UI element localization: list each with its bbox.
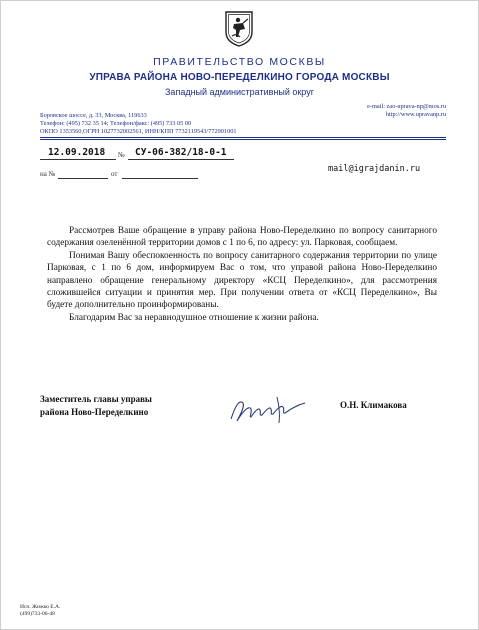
signatory-name: О.Н. Климакова — [340, 400, 407, 410]
executor-phone: (499)733-06-48 — [20, 611, 55, 617]
handwritten-signature — [225, 393, 315, 427]
government-title: ПРАВИТЕЛЬСТВО МОСКВЫ — [153, 56, 326, 68]
okrug-subtitle: Западный административный округ — [165, 87, 314, 97]
address: Боровское шоссе, д. 33, Москва, 119633 — [40, 112, 147, 119]
body-paragraph-2: Понимая Вашу обеспокоенность по вопросу санитарного содержания территории по улице Парковая, с 1 по 6 дом, информируем Вас о том, что управой района Ново-Переделкино направлено обращение генеральному директору «КСЦ Переделкино», для рассмотрения сложившейся ситуации и принятия мер. При получении ответа от «КСЦ Переделкино», Вы будете дополнительно проинформированы. — [47, 250, 437, 311]
recipient-email: mail@igrajdanin.ru — [328, 164, 421, 174]
registration-codes: ОКПО 1353560,ОГРН 1027732002561, ИНН/КПП 7732119543/772901001 — [40, 128, 237, 135]
ref-underline — [58, 178, 108, 179]
signatory-title — [40, 393, 152, 419]
from-underline — [122, 178, 198, 179]
executor-name: Исп. Жижко Е.А. — [20, 604, 61, 610]
letter-body — [47, 225, 437, 324]
contacts-left — [40, 112, 237, 136]
signatory-title-line-2: района Ново-Переделкино — [40, 407, 149, 417]
document-number: СУ-06-382/18-0-1 — [135, 147, 227, 158]
email-link[interactable]: e-mail: zao-uprava-np@mos.ru — [367, 103, 446, 110]
header-divider — [40, 137, 446, 138]
uprava-title: УПРАВА РАЙОНА НОВО-ПЕРЕДЕЛКИНО ГОРОДА МОСКВЫ — [89, 72, 390, 83]
from-label: от — [111, 170, 118, 178]
number-label: № — [118, 151, 125, 159]
document-date: 12.09.2018 — [48, 147, 106, 158]
signatory-title-line-1: Заместитель главы управы — [40, 394, 152, 404]
body-paragraph-1: Рассмотрев Ваше обращение в управу района Ново-Переделкино по вопросу санитарного содержания озеленённой территории домов с 1 по 6, по адресу: ул. Парковая, сообщаем. — [47, 226, 437, 249]
phones: Телефон: (495) 732 35 14; Телефон/факс: (495) 733 05 00 — [40, 120, 192, 127]
body-paragraph-3: Благодарим Вас за неравнодушное отношение к жизни района. — [69, 312, 319, 323]
contacts-right — [320, 103, 446, 119]
number-underline — [128, 159, 234, 160]
date-underline — [40, 159, 116, 160]
moscow-coat-of-arms-icon — [224, 10, 254, 48]
header-divider-secondary — [40, 139, 446, 140]
ref-label: на № — [40, 170, 56, 178]
executor-info — [20, 604, 60, 618]
website-link[interactable]: http://www.upravanp.ru — [385, 111, 446, 118]
